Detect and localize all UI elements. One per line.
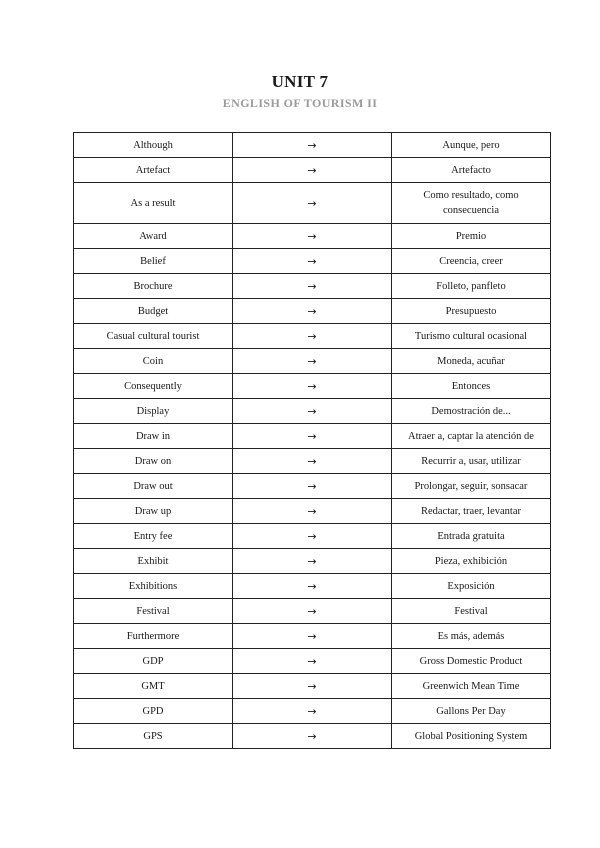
spanish-translation: Demostración de... xyxy=(392,399,551,424)
english-term: GDP xyxy=(74,649,233,674)
spanish-translation: Greenwich Mean Time xyxy=(392,674,551,699)
arrow-icon: → xyxy=(233,674,392,699)
spanish-translation: Aunque, pero xyxy=(392,133,551,158)
english-term: GMT xyxy=(74,674,233,699)
spanish-translation: Presupuesto xyxy=(392,299,551,324)
spanish-translation: Artefacto xyxy=(392,158,551,183)
spanish-translation: Entonces xyxy=(392,374,551,399)
arrow-icon: → xyxy=(233,549,392,574)
table-row xyxy=(74,674,551,699)
arrow-icon: → xyxy=(233,249,392,274)
table-row xyxy=(74,183,551,224)
table-row xyxy=(74,224,551,249)
table-row xyxy=(74,599,551,624)
table-row xyxy=(74,499,551,524)
english-term: Furthermore xyxy=(74,624,233,649)
english-term: As a result xyxy=(74,183,233,224)
english-term: Although xyxy=(74,133,233,158)
arrow-icon: → xyxy=(233,724,392,749)
table-row xyxy=(74,724,551,749)
spanish-translation: Turismo cultural ocasional xyxy=(392,324,551,349)
arrow-icon: → xyxy=(233,224,392,249)
arrow-icon: → xyxy=(233,133,392,158)
arrow-icon: → xyxy=(233,649,392,674)
page-subtitle: ENGLISH OF TOURISM II xyxy=(222,96,378,110)
arrow-icon: → xyxy=(233,699,392,724)
spanish-translation: Atraer a, captar la atención de xyxy=(392,424,551,449)
spanish-translation: Es más, además xyxy=(392,624,551,649)
arrow-icon: → xyxy=(233,299,392,324)
english-term: Casual cultural tourist xyxy=(74,324,233,349)
table-row xyxy=(74,274,551,299)
english-term: Coin xyxy=(74,349,233,374)
arrow-icon: → xyxy=(233,424,392,449)
spanish-translation: Gross Domestic Product xyxy=(392,649,551,674)
table-row xyxy=(74,133,551,158)
table-row xyxy=(74,424,551,449)
arrow-icon: → xyxy=(233,449,392,474)
table-row xyxy=(74,574,551,599)
table-row xyxy=(74,474,551,499)
spanish-translation: Moneda, acuñar xyxy=(392,349,551,374)
arrow-icon: → xyxy=(233,474,392,499)
spanish-translation: Creencia, creer xyxy=(392,249,551,274)
arrow-icon: → xyxy=(233,499,392,524)
spanish-translation: Entrada gratuita xyxy=(392,524,551,549)
arrow-icon: → xyxy=(233,183,392,224)
english-term: Draw in xyxy=(74,424,233,449)
spanish-translation: Exposición xyxy=(392,574,551,599)
arrow-icon: → xyxy=(233,599,392,624)
english-term: Budget xyxy=(74,299,233,324)
english-term: Display xyxy=(74,399,233,424)
table-row xyxy=(74,349,551,374)
english-term: Belief xyxy=(74,249,233,274)
spanish-translation: Festival xyxy=(392,599,551,624)
english-term: Entry fee xyxy=(74,524,233,549)
english-term: Award xyxy=(74,224,233,249)
english-term: Festival xyxy=(74,599,233,624)
spanish-translation: Premio xyxy=(392,224,551,249)
table-row xyxy=(74,158,551,183)
english-term: Exhibit xyxy=(74,549,233,574)
table-row xyxy=(74,299,551,324)
arrow-icon: → xyxy=(233,274,392,299)
arrow-icon: → xyxy=(233,524,392,549)
arrow-icon: → xyxy=(233,324,392,349)
english-term: GPD xyxy=(74,699,233,724)
table-row xyxy=(74,449,551,474)
table-row xyxy=(74,524,551,549)
spanish-translation: Como resultado, como consecuencia xyxy=(392,183,551,224)
spanish-translation: Pieza, exhibición xyxy=(392,549,551,574)
arrow-icon: → xyxy=(233,349,392,374)
english-term: Consequently xyxy=(74,374,233,399)
english-term: Draw on xyxy=(74,449,233,474)
english-term: Exhibitions xyxy=(74,574,233,599)
spanish-translation: Prolongar, seguir, sonsacar xyxy=(392,474,551,499)
english-term: Brochure xyxy=(74,274,233,299)
spanish-translation: Global Positioning System xyxy=(392,724,551,749)
table-row xyxy=(74,624,551,649)
arrow-icon: → xyxy=(233,399,392,424)
arrow-icon: → xyxy=(233,374,392,399)
english-term: Artefact xyxy=(74,158,233,183)
arrow-icon: → xyxy=(233,158,392,183)
table-row xyxy=(74,374,551,399)
table-row xyxy=(74,649,551,674)
table-row xyxy=(74,399,551,424)
english-term: Draw up xyxy=(74,499,233,524)
table-row xyxy=(74,549,551,574)
arrow-icon: → xyxy=(233,574,392,599)
english-term: GPS xyxy=(74,724,233,749)
english-term: Draw out xyxy=(74,474,233,499)
spanish-translation: Folleto, panfleto xyxy=(392,274,551,299)
arrow-icon: → xyxy=(233,624,392,649)
spanish-translation: Gallons Per Day xyxy=(392,699,551,724)
spanish-translation: Redactar, traer, levantar xyxy=(392,499,551,524)
page-title: UNIT 7 xyxy=(271,72,329,91)
table-row xyxy=(74,324,551,349)
table-row xyxy=(74,699,551,724)
spanish-translation: Recurrir a, usar, utilizar xyxy=(392,449,551,474)
table-row xyxy=(74,249,551,274)
vocabulary-table xyxy=(73,132,551,749)
